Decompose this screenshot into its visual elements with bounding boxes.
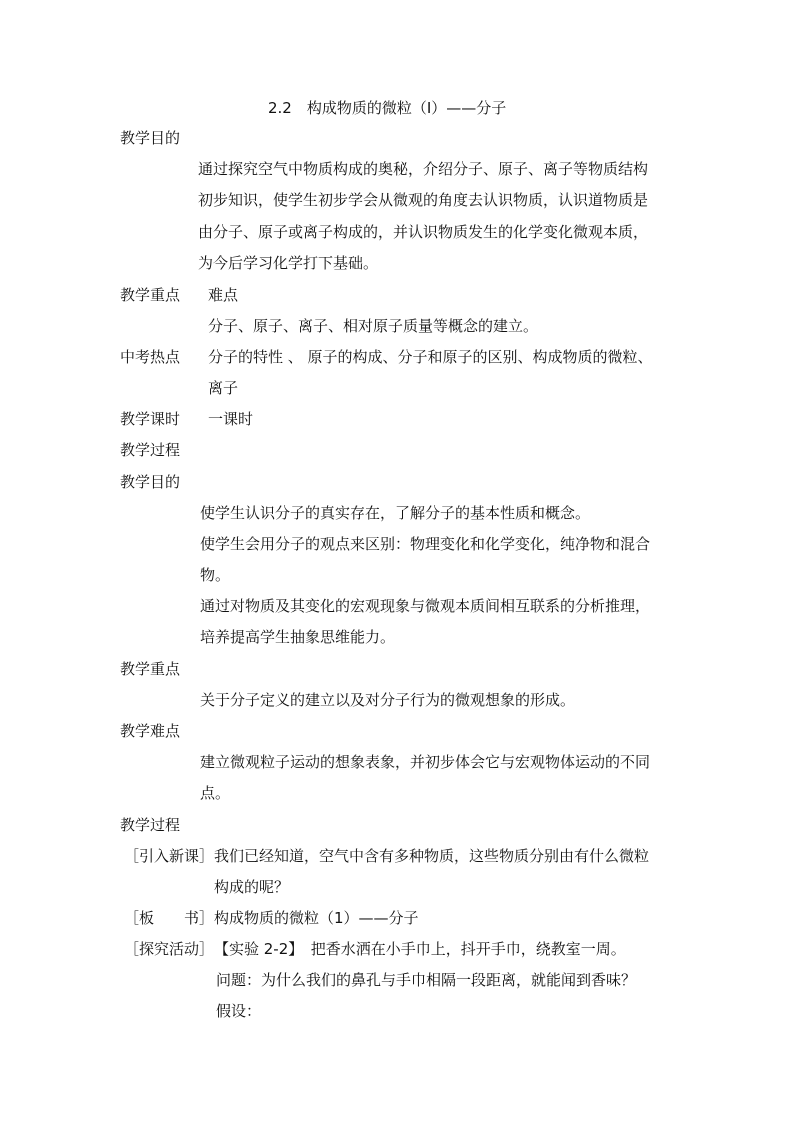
paragraph-line: 通过探究空气中物质构成的奥秘，介绍分子、原子、离子等物质结构 — [198, 160, 649, 178]
section-label-teaching-process: 教学过程 — [120, 441, 181, 459]
class-hours-value: 一课时 — [208, 410, 254, 428]
paragraph-line: 点。 — [200, 784, 231, 802]
paragraph-line: 使学生认识分子的真实存在，了解分子的基本性质和概念。 — [200, 504, 591, 522]
paragraph-line: 问题：为什么我们的鼻孔与手巾相隔一段距离，就能闻到香味？ — [216, 971, 637, 989]
section-label-class-hours: 教学课时 — [120, 410, 181, 428]
paragraph-line: 由分子、原子或离子构成的，并认识物质发生的化学变化微观本质， — [198, 223, 649, 241]
section-label-key-point: 教学重点 — [120, 286, 181, 304]
section-label-teaching-process: 教学过程 — [120, 816, 181, 834]
section-label-teaching-goal: 教学目的 — [120, 473, 181, 491]
paragraph-line: 分子、原子、离子、相对原子质量等概念的建立。 — [208, 317, 539, 335]
paragraph-line: 构成的呢？ — [214, 878, 290, 896]
section-label-key-point: 教学重点 — [120, 660, 181, 678]
section-label-teaching-goal: 教学目的 — [120, 129, 181, 147]
paragraph-line: 培养提高学生抽象思维能力。 — [200, 628, 396, 646]
paragraph-line: 初步知识，使学生初步学会从微观的角度去认识物质，认识道物质是 — [198, 191, 649, 209]
paragraph-line: 关于分子定义的建立以及对分子行为的微观想象的形成。 — [200, 691, 576, 709]
paragraph-line: 构成物质的微粒（1）——分子 — [214, 909, 419, 927]
paragraph-line: 建立微观粒子运动的想象表象，并初步体会它与宏观物体运动的不同 — [200, 753, 651, 771]
paragraph-line: 为今后学习化学打下基础。 — [198, 254, 379, 272]
step-tag-board-writing: ［板 书］ — [124, 909, 215, 927]
page-title: 2.2 构成物质的微粒（Ⅰ）——分子 — [268, 99, 507, 117]
paragraph-line: 我们已经知道，空气中含有多种物质，这些物质分别由有什么微粒 — [214, 847, 650, 865]
paragraph-line: 【实验 2-2】 把香水洒在小手巾上，抖开手巾，绕教室一周。 — [214, 940, 626, 958]
paragraph-line: 使学生会用分子的观点来区别：物理变化和化学变化，纯净物和混合 — [200, 535, 651, 553]
step-tag-inquiry-activity: ［探究活动］ — [124, 940, 215, 958]
paragraph-line: 物。 — [200, 566, 231, 584]
section-label-exam-hotspot: 中考热点 — [120, 348, 181, 366]
section-label-difficulty: 教学难点 — [120, 722, 181, 740]
paragraph-line: 假设： — [216, 1002, 262, 1020]
paragraph-line: 通过对物质及其变化的宏观现象与微观本质间相互联系的分析推理， — [200, 597, 651, 615]
paragraph-line: 离子 — [208, 379, 239, 397]
section-head: 难点 — [208, 286, 239, 304]
step-tag-introduction: ［引入新课］ — [124, 847, 215, 865]
paragraph-line: 分子的特性 、 原子的构成、分子和原子的区别、构成物质的微粒、 — [208, 348, 653, 366]
